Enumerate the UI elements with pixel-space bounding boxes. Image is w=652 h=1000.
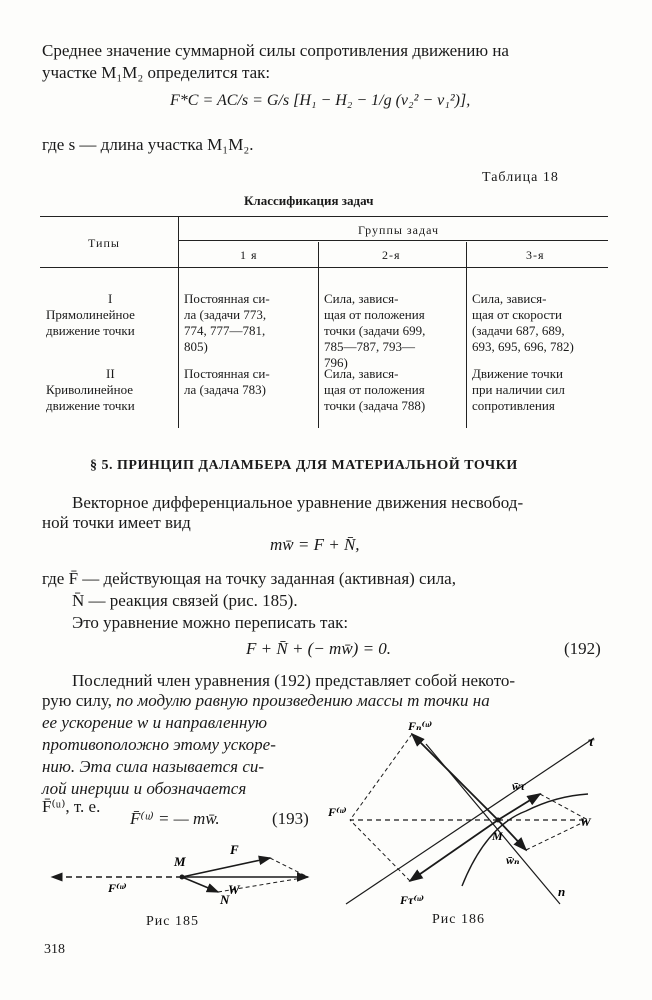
label-M: M bbox=[492, 829, 503, 843]
force-F-vector bbox=[182, 858, 270, 877]
row2-type-line1: Криволинейное bbox=[46, 382, 134, 397]
row2-g3-l1: Движение точки bbox=[472, 366, 563, 381]
row2-type-line2: движение точки bbox=[46, 398, 135, 413]
row2-g3-l2: при наличии сил bbox=[472, 382, 565, 397]
p3-line7: F̄⁽ᵘ⁾, т. е. bbox=[42, 797, 101, 816]
row1-type-num: I bbox=[108, 291, 113, 306]
table-title: Классификация задач bbox=[244, 193, 374, 208]
row1-g3-l3: (задачи 687, 689, bbox=[472, 323, 565, 338]
fig185-caption: Рис 185 bbox=[146, 914, 199, 929]
row1-g2-l5: 796) bbox=[324, 355, 348, 370]
p1-line2: ной точки имеет вид bbox=[42, 513, 191, 532]
point-M bbox=[496, 818, 501, 823]
row1-g1-l1: Постоянная си- bbox=[184, 291, 270, 306]
row1-g3-l4: 693, 695, 696, 782) bbox=[472, 339, 574, 354]
equation-193: F̄⁽ᵘ⁾ = — mw̄. bbox=[130, 809, 220, 828]
page-number: 318 bbox=[44, 942, 65, 957]
row2-g1-l1: Постоянная си- bbox=[184, 366, 270, 381]
label-F: F bbox=[230, 842, 239, 857]
p3-line5: нию. Эта сила называется си- bbox=[42, 757, 265, 776]
label-W: W bbox=[580, 815, 591, 829]
row2-g2-l3: точки (задача 788) bbox=[324, 398, 426, 413]
normal-inertia-vector bbox=[412, 734, 498, 820]
row1-g2-l2: щая от положения bbox=[324, 307, 425, 322]
fig186-caption: Рис 186 bbox=[432, 912, 485, 927]
p3-line2: рую силу, по модулю равную произведению массы m точки на bbox=[42, 691, 490, 710]
row1-g1-l3: 774, 777—781, bbox=[184, 323, 266, 338]
row2-g2-l2: щая от положения bbox=[324, 382, 425, 397]
trajectory-curve bbox=[462, 794, 588, 886]
label-M: M bbox=[174, 854, 186, 869]
figure-186 bbox=[326, 716, 616, 926]
p3-line3: ее ускорение w и направленную bbox=[42, 713, 267, 732]
tangent-axis bbox=[346, 738, 594, 904]
header-group-3: 3-я bbox=[526, 248, 545, 262]
label-n: n bbox=[558, 884, 566, 899]
row2-g2-l1: Сила, завися- bbox=[324, 366, 399, 381]
row1-g3-l1: Сила, завися- bbox=[472, 291, 547, 306]
row1-type-line1: Прямолинейное bbox=[46, 307, 135, 322]
p2-line2: N̄ — реакция связей (рис. 185). bbox=[72, 591, 298, 610]
p3-line6: лой инерции и обозначается bbox=[42, 779, 247, 798]
point-M bbox=[180, 875, 185, 880]
equation-192-number: (192) bbox=[564, 639, 601, 658]
row1-g1-l4: 805) bbox=[184, 339, 208, 354]
p3-line4: противоположно этому ускоре- bbox=[42, 735, 276, 754]
p3-line1: Последний член уравнения (192) представляет собой некото- bbox=[72, 671, 516, 690]
row1-type-line2: движение точки bbox=[46, 323, 135, 338]
header-types: Типы bbox=[88, 236, 120, 250]
label-F-inertia: F⁽ᵘ⁾ bbox=[328, 805, 347, 819]
p2-line1: где F̄ — действующая на точку заданная (активная) сила, bbox=[42, 569, 456, 588]
header-groups: Группы задач bbox=[358, 223, 439, 237]
intro-line-1: Среднее значение суммарной силы сопротивления движению на bbox=[42, 41, 509, 60]
header-group-2: 2-я bbox=[382, 248, 401, 262]
label-Fn-inertia: Fₙ⁽ᵘ⁾ bbox=[408, 719, 433, 733]
intro-line-3: где s — длина участка M₁M₂. bbox=[42, 135, 254, 154]
row1-g1-l2: ла (задачи 773, bbox=[184, 307, 267, 322]
label-N: N bbox=[220, 892, 230, 907]
table-label: Таблица 18 bbox=[482, 170, 559, 185]
row1-g2-l4: 785—787, 793— bbox=[324, 339, 415, 354]
label-F-inertia: F⁽ᵘ⁾ bbox=[108, 881, 127, 895]
label-tau: τ bbox=[588, 735, 595, 750]
equation-193-number: (193) bbox=[272, 809, 309, 828]
row1-g3-l2: щая от скорости bbox=[472, 307, 562, 322]
label-w-n: w̄ₙ bbox=[506, 853, 520, 867]
p1-line1: Векторное дифференциальное уравнение движения несвобод- bbox=[72, 493, 524, 512]
label-w-tau: w̄τ bbox=[512, 779, 526, 793]
row2-g1-l2: ла (задача 783) bbox=[184, 382, 266, 397]
intro-line-2: участке M₁M₂ определится так: bbox=[42, 63, 271, 82]
formula-mean-force: F*C = AC/s = G/s [H₁ − H₂ − 1/g (v₂² − v₁²)], bbox=[170, 92, 471, 109]
row1-g2-l3: точки (задачи 699, bbox=[324, 323, 426, 338]
header-group-1: 1 я bbox=[240, 248, 258, 262]
p2-line3: Это уравнение можно переписать так: bbox=[72, 613, 349, 632]
tangential-inertia-vector bbox=[410, 820, 498, 881]
label-Ftau-inertia: Fτ⁽ᵘ⁾ bbox=[400, 893, 425, 907]
label-W: W bbox=[228, 882, 240, 897]
equation-192: F + N̄ + (− mw̄) = 0. bbox=[246, 639, 392, 658]
row1-g2-l1: Сила, завися- bbox=[324, 291, 399, 306]
row2-g3-l3: сопротивления bbox=[472, 398, 555, 413]
section-heading: § 5. ПРИНЦИП ДАЛАМБЕРА ДЛЯ МАТЕРИАЛЬНОЙ ТОЧКИ bbox=[90, 458, 518, 473]
reaction-N-vector bbox=[182, 877, 218, 892]
row2-type-num: II bbox=[106, 366, 115, 381]
equation-motion: mw̄ = F + N̄, bbox=[270, 535, 360, 554]
